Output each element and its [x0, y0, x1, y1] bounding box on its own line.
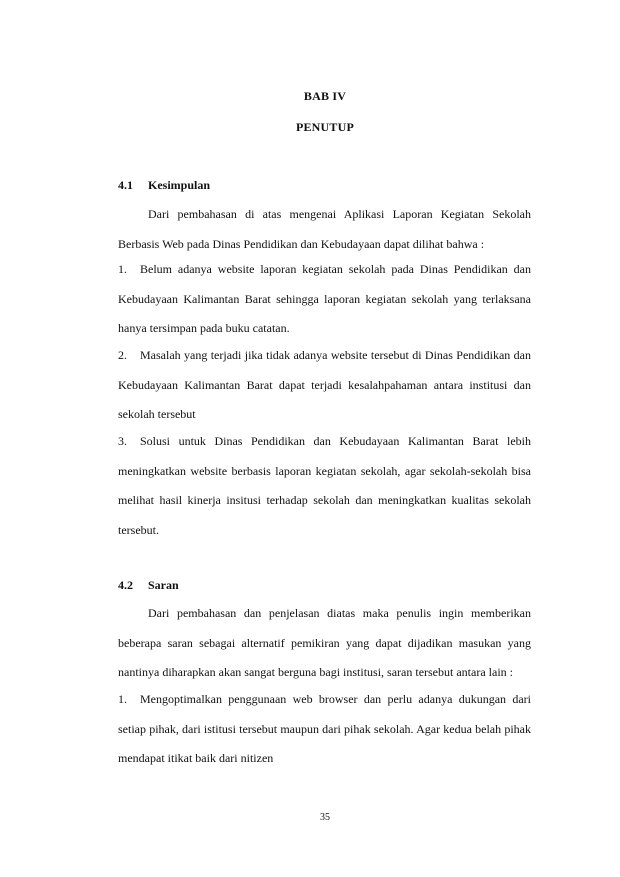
- chapter-title: PENUTUP: [295, 120, 355, 134]
- list-number: 1.: [118, 262, 127, 276]
- kesimpulan-intro: Dari pembahasan di atas mengenai Aplikasi Laporan Kegiatan Sekolah Berbasis Web pada Dinas Pendidikan dan Kebudayaan dapat dilihat bahwa :: [118, 207, 531, 251]
- list-text: Masalah yang terjadi jika tidak adanya website tersebut di Dinas Pendidikan dan Kebudayaan Kalimantan Barat dapat terjadi kesalahpahaman antara institusi dan sekolah tersebut: [118, 348, 531, 422]
- section-number: 4.1: [118, 178, 133, 192]
- section-heading-saran: [118, 578, 179, 593]
- section-heading-kesimpulan: [118, 178, 210, 193]
- saran-item-1: [118, 685, 531, 774]
- list-text: Belum adanya website laporan kegiatan sekolah pada Dinas Pendidikan dan Kebudayaan Kalimantan Barat sehingga laporan kegiatan sekolah yang terlaksana hanya tersimpan pada buku catatan.: [118, 262, 531, 336]
- section-number: 4.2: [118, 578, 133, 592]
- list-text: Mengoptimalkan penggunaan web browser dan perlu adanya dukungan dari setiap pihak, dari istitusi tersebut maupun dari pihak sekolah. Agar kedua belah pihak mendapat itikat baik dari nitizen: [118, 692, 531, 766]
- list-number: 1.: [118, 692, 127, 706]
- list-number: 3.: [118, 434, 127, 448]
- section-title: Saran: [148, 578, 179, 592]
- section-title: Kesimpulan: [148, 178, 211, 192]
- kesimpulan-item-2: [118, 341, 531, 430]
- saran-intro: Dari pembahasan dan penjelasan diatas maka penulis ingin memberikan beberapa saran sebagai alternatif pemikiran yang dapat dijadikan masukan yang nantinya diharapkan akan sangat berguna bagi institusi, saran tersebut antara lain :: [118, 606, 531, 680]
- list-number: 2.: [118, 348, 127, 362]
- page-number: 35: [320, 812, 330, 823]
- list-text: Solusi untuk Dinas Pendidikan dan Kebudayaan Kalimantan Barat lebih meningkatkan website berbasis laporan kegiatan sekolah, agar sekolah-sekolah bisa melihat hasil kinerja insitusi terhadap sekolah dan meningkatkan kualitas sekolah tersebut.: [118, 434, 531, 537]
- kesimpulan-item-3: [118, 427, 531, 545]
- chapter-label: BAB IV: [303, 89, 347, 103]
- kesimpulan-item-1: [118, 255, 531, 344]
